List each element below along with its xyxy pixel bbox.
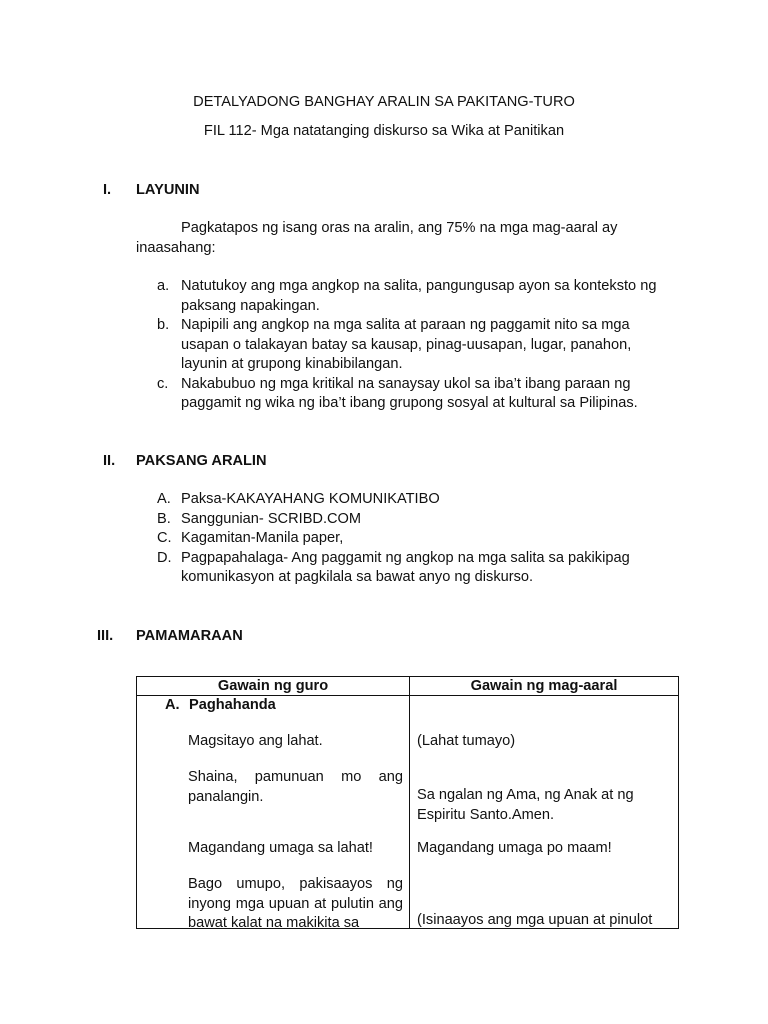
- list-item-text: Napipili ang angkop na mga salita at paraan ng paggamit nito sa mga usapan o talakayan batay sa kausap, pinag-uusapan, lugar, panahon, layunin at grupong kinabibilangan.: [181, 317, 632, 372]
- list-marker: C.: [157, 530, 172, 546]
- list-marker: A.: [157, 491, 171, 507]
- section-heading-layunin: LAYUNIN: [136, 182, 200, 198]
- section-heading-paksang-aralin: PAKSANG ARALIN: [136, 453, 267, 469]
- teacher-line: Magandang umaga sa lahat!: [188, 840, 373, 856]
- part-heading: [165, 696, 276, 716]
- list-item: [136, 549, 681, 588]
- part-label: Paghahanda: [189, 697, 276, 713]
- teacher-line: Magsitayo ang lahat.: [188, 733, 323, 749]
- list-marker: c.: [157, 375, 169, 392]
- student-line: (Lahat tumayo): [417, 733, 516, 749]
- section-heading-pamamaraan: PAMAMARAAN: [136, 628, 243, 644]
- list-item-text: Sanggunian- SCRIBD.COM: [181, 510, 362, 527]
- list-item-text: Pagpapahalaga- Ang paggamit ng angkop na mga salita sa pakikipag komunikasyon at pagkilala sa bawat anyo ng diskurso.: [181, 549, 630, 585]
- section-numeral: II.: [103, 453, 116, 469]
- list-item: [136, 316, 681, 375]
- list-item-text: Natutukoy ang mga angkop na salita, pangungusap ayon sa konteksto ng paksang napakingan.: [181, 278, 657, 314]
- layunin-intro: [136, 219, 656, 258]
- header-student-activity: Gawain ng mag-aaral: [410, 677, 679, 696]
- list-marker: b.: [157, 317, 170, 333]
- document-subtitle: FIL 112- Mga natatanging diskurso sa Wika at Panitikan: [203, 123, 565, 139]
- list-marker: D.: [157, 549, 172, 566]
- student-activity-cell: [410, 696, 679, 929]
- list-item: [136, 375, 681, 414]
- list-item-text: Kagamitan-Manila paper,: [181, 530, 344, 546]
- layunin-list: [136, 277, 681, 414]
- list-marker: B.: [157, 510, 171, 527]
- list-item: [136, 510, 681, 530]
- list-item-text: Nakabubuo ng mga kritikal na sanaysay ukol sa iba’t ibang paraan ng paggamit ng wika ng iba’t ibang grupong sosyal at kultural sa Pilipinas.: [181, 375, 638, 411]
- layunin-intro-text: Pagkatapos ng isang oras na aralin, ang 75% na mga mag-aaral ay inaasahang:: [136, 220, 618, 256]
- student-line: (Isinaayos ang mga upuan at pinulot: [417, 912, 653, 928]
- student-line: Sa ngalan ng Ama, ng Anak at ng Espiritu Santo.Amen.: [417, 787, 634, 823]
- list-marker: a.: [157, 278, 170, 294]
- list-item: [136, 529, 681, 549]
- activity-table: [136, 676, 679, 929]
- teacher-activity-cell: [137, 696, 410, 929]
- list-item: [136, 490, 681, 510]
- document-title: DETALYADONG BANGHAY ARALIN SA PAKITANG-TURO: [193, 94, 575, 110]
- list-item: [136, 277, 681, 316]
- table-header-row: [137, 677, 679, 696]
- section-numeral: III.: [97, 628, 114, 644]
- list-item-text: Paksa-KAKAYAHANG KOMUNIKATIBO: [181, 491, 440, 507]
- table-row: [137, 696, 679, 929]
- section-numeral: I.: [103, 182, 112, 198]
- teacher-line: Shaina, pamunuan mo ang panalangin.: [188, 769, 403, 805]
- part-marker: A.: [165, 697, 180, 713]
- teacher-line: Bago umupo, pakisaayos ng inyong mga upuan at pulutin ang bawat kalat na makikita sa: [188, 876, 403, 931]
- paksang-aralin-list: [136, 490, 681, 588]
- header-teacher-activity: Gawain ng guro: [137, 677, 410, 696]
- student-line: Magandang umaga po maam!: [417, 840, 612, 856]
